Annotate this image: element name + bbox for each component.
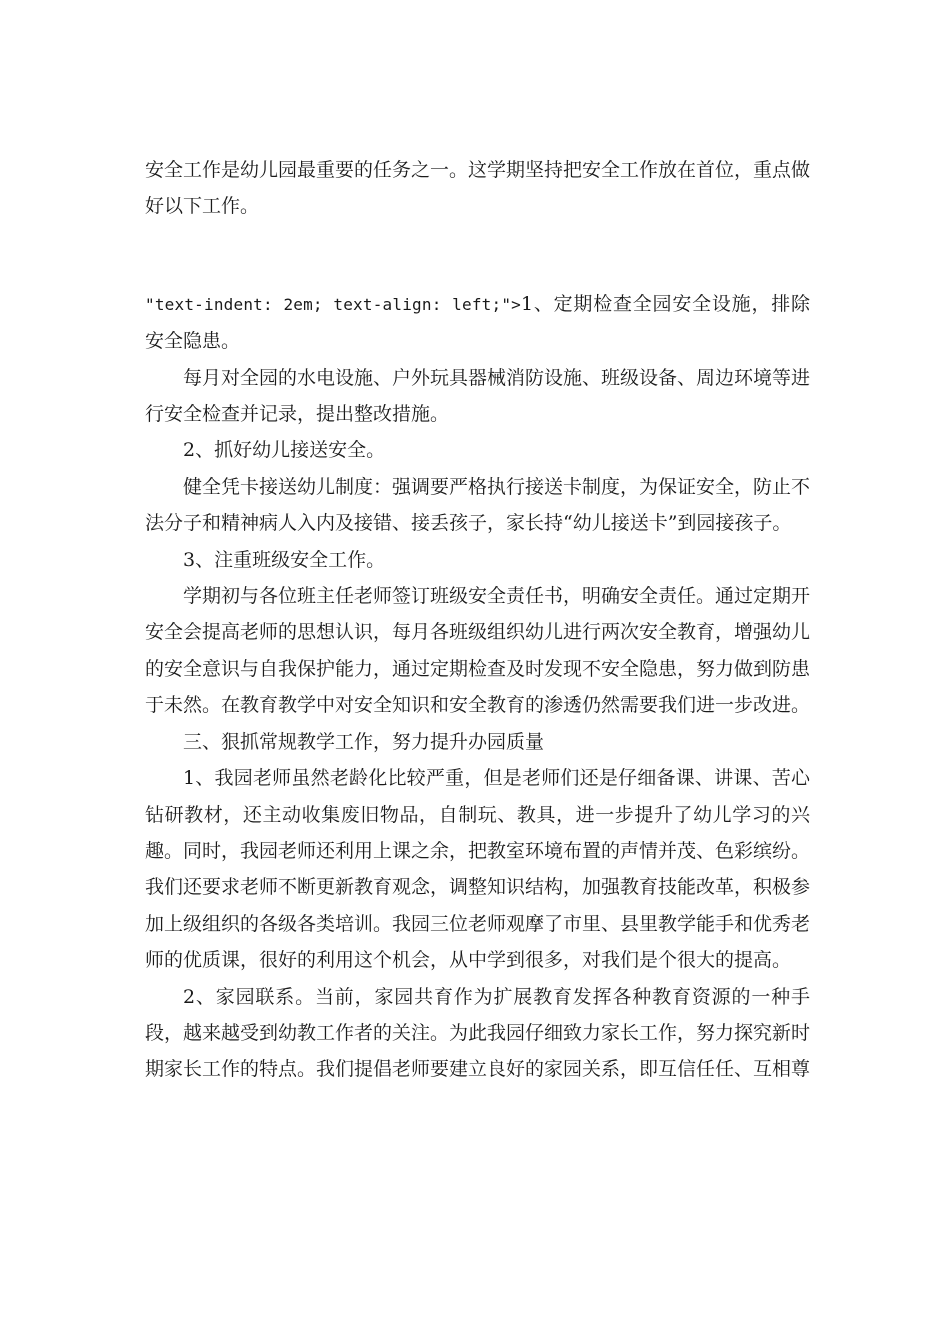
item1-body: 每月对全园的水电设施、户外玩具器械消防设施、班级设备、周边环境等进行安全检查并记录，提出整改措施。: [145, 366, 811, 426]
section3-item2: 2、家园联系。当前，家园共育作为扩展教育发挥各种教育资源的一种手段，越来越受到幼教工作者的关注。为此我园仔细致力家长工作，努力探究新时期家长工作的特点。我们提倡老师要建立良好的家园关系，即互信任任、互相尊: [145, 985, 811, 1081]
paragraph-gap: [145, 225, 810, 286]
stray-style-fragment: "text-indent: 2em; text-align: left;">: [145, 294, 521, 314]
section3-heading: 三、狠抓常规教学工作，努力提升办园质量: [183, 730, 545, 753]
item1-heading: 1、定期检查全园安全设施，排除安全隐患。: [145, 292, 811, 353]
intro-paragraph: 安全工作是幼儿园最重要的任务之一。这学期坚持把安全工作放在首位，重点做好以下工作。: [145, 159, 811, 218]
item2-heading: 2、抓好幼儿接送安全。: [183, 439, 386, 462]
item3-heading: 3、注重班级安全工作。: [183, 548, 386, 571]
section3-item1: 1、我园老师虽然老龄化比较严重，但是老师们还是仔细备课、讲课、苦心钻研教材，还主动收集废旧物品，自制玩、教具，进一步提升了幼儿学习的兴趣。同时，我园老师还利用上课之余，把教室环境布置的声情并茂、色彩缤纷。我们还要求老师不断更新教育观念，调整知识结构，加强教育技能改革，积极参加上级组织的各级各类培训。我园三位老师观摩了市里、县里教学能手和优秀老师的优质课，很好的利用这个机会，从中学到很多，对我们是个很大的提高。: [145, 767, 811, 972]
item1-heading-paragraph: [145, 286, 810, 360]
item3-body: 学期初与各位班主任老师签订班级安全责任书，明确安全责任。通过定期开安全会提高老师的思想认识，每月各班级组织幼儿进行两次安全教育，增强幼儿的安全意识与自我保护能力，通过定期检查及时发现不安全隐患，努力做到防患于未然。在教育教学中对安全知识和安全教育的渗透仍然需要我们进一步改进。: [145, 585, 811, 717]
document-body: [145, 152, 810, 1088]
item2-body: 健全凭卡接送幼儿制度：强调要严格执行接送卡制度，为保证安全，防止不法分子和精神病人入内及接错、接丢孩子，家长持“幼儿接送卡”到园接孩子。: [145, 475, 811, 535]
